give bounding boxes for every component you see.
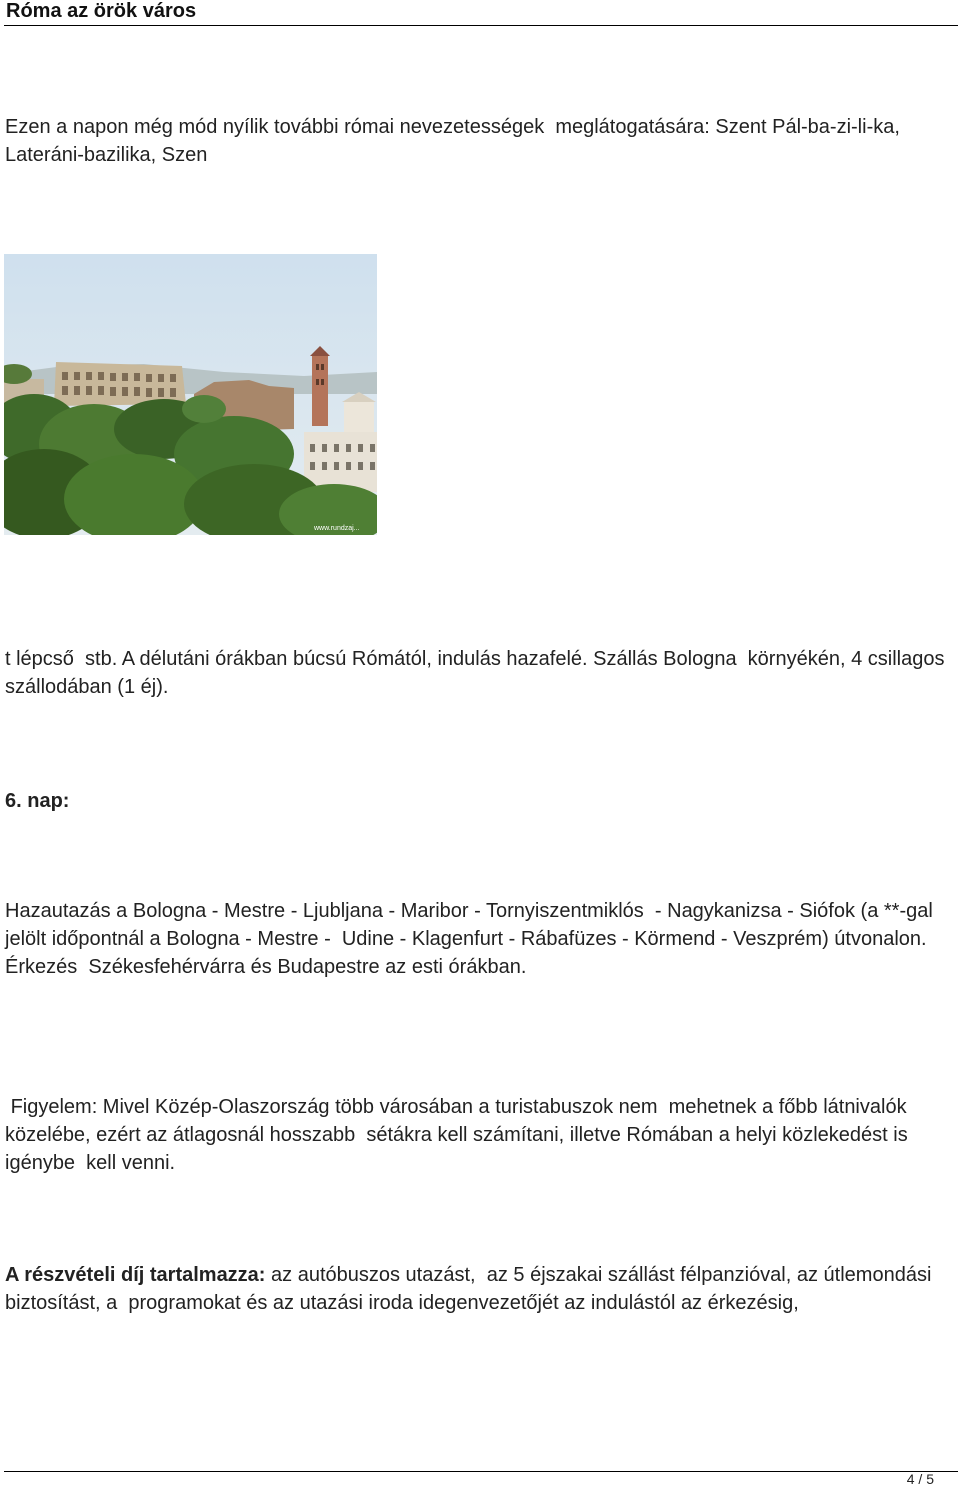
paragraph-return-route: Hazautazás a Bologna - Mestre - Ljubljana - Maribor - Tornyiszentmiklós - Nagykanizsa - Siófok (a **-gal jelölt időpontnál a Bologna - Mestre - Udine - Klagenfurt - Rábafüzes - Körmend - Veszprém) útvonalon. Érkezés Székesfehérvárra és Budapestre az esti órákban. [5, 900, 939, 978]
header-divider [4, 25, 958, 26]
day6-heading: 6. nap: [5, 790, 70, 812]
paragraph-farewell: t lépcső stb. A délutáni órákban búcsú Rómától, indulás hazafelé. Szállás Bologna környékén, 4 csillagos szállodában (1 éj). [5, 648, 951, 698]
paragraph-notice: Figyelem: Mivel Közép-Olaszország több városában a turistabuszok nem mehetnek a főbb látnivalók közelébe, ezért az átlagosnál hosszabb sétákra kell számítani, illetve Rómában a helyi közlekedést is igénybe kell venni. [5, 1096, 914, 1174]
price-includes-text: az autóbuszos utazást, az 5 éjszakai szállást félpanzióval, az útlemondási biztosítást, a programokat és az utazási iroda idegenvezetőjét az indulástól az érkezésig, [5, 1264, 937, 1314]
paragraph-price-includes [5, 1261, 955, 1317]
page-header-title: Róma az örök város [6, 0, 197, 22]
price-includes-label: A részvételi díj tartalmazza: [5, 1264, 266, 1286]
photo-watermark: www.rundzaj... [314, 525, 360, 532]
page-number: 4 / 5 [906, 1471, 934, 1487]
footer-divider [4, 1471, 958, 1472]
rome-colosseum-photo [4, 254, 377, 535]
paragraph-sights: Ezen a napon még mód nyílik további római nevezetességek meglátogatására: Szent Pál-ba-zi-li-ka, Lateráni-bazilika, Szen [5, 116, 906, 166]
